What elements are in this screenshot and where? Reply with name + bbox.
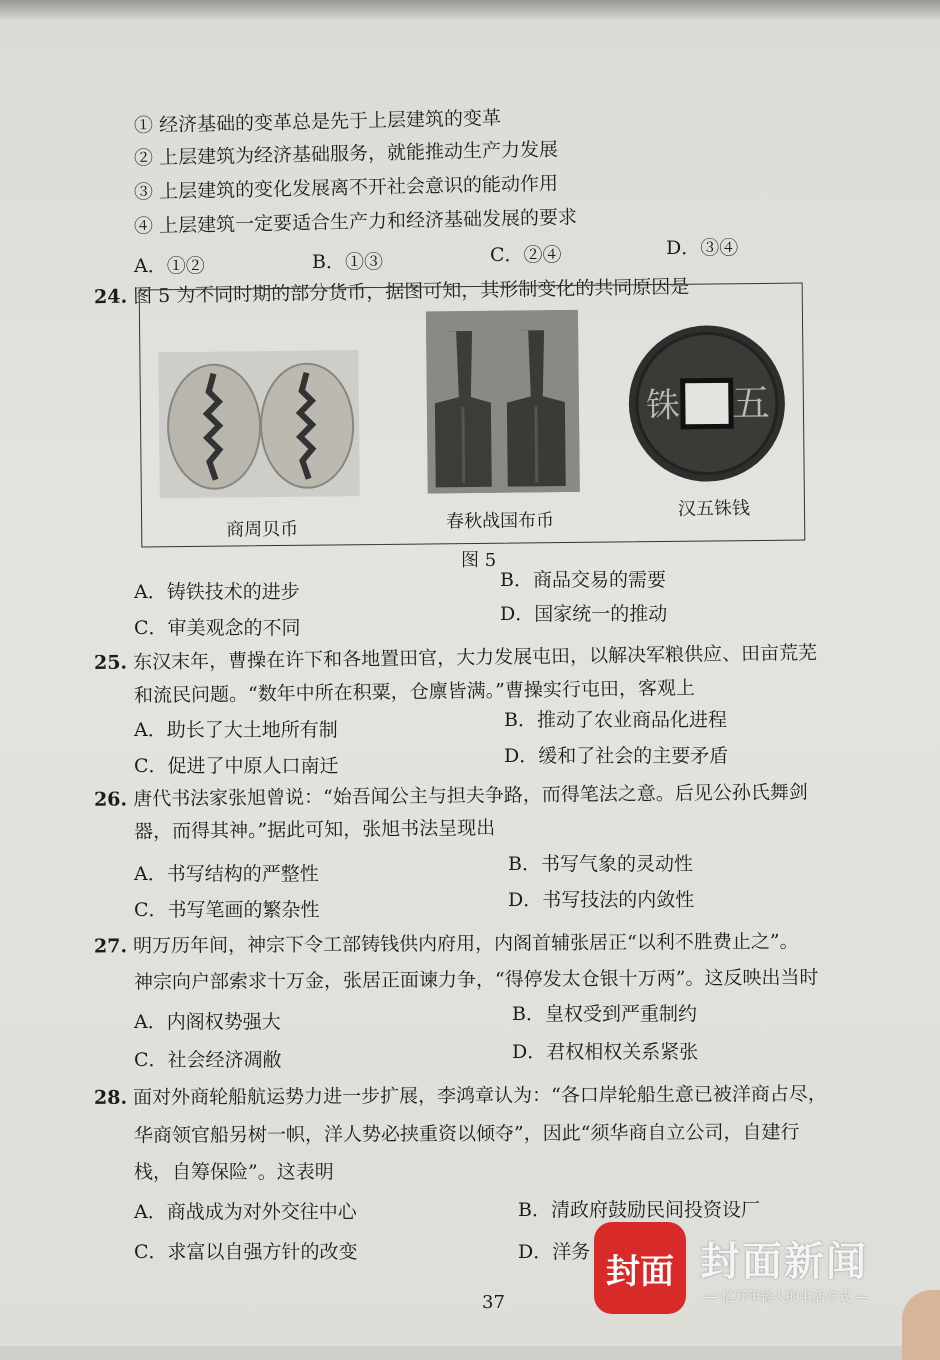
caption-spade-money: 春秋战国布币 xyxy=(446,510,555,533)
q26-option-c: C．书写笔画的繁杂性 xyxy=(134,899,320,921)
page-top-shadow xyxy=(0,0,940,20)
shell-money-photo xyxy=(158,350,360,498)
q27-option-b: B．皇权受到严重制约 xyxy=(512,1003,697,1025)
wuzhu-coin-photo xyxy=(620,320,794,488)
q24-option-b: B．商品交易的需要 xyxy=(500,569,666,591)
q28-option-a: A．商战成为对外交往中心 xyxy=(134,1201,357,1223)
q26-stem-line-2: 器，而得其神。”据此可知，张旭书法呈现出 xyxy=(133,817,496,843)
q27-option-c: C．社会经济凋敝 xyxy=(134,1049,282,1071)
q24-number: 24. xyxy=(93,285,128,309)
q24-stem-text: 图 5 为不同时期的部分货币，据图可知，其形制变化的共同原因是 xyxy=(132,275,690,308)
q25-option-c: C．促进了中原人口南迁 xyxy=(134,755,339,777)
q25-stem-text-1: 东汉末年，曹操在许下和各地置田官，大力发展屯田，以解决军粮供应、田亩荒芜 xyxy=(132,641,818,674)
q25-option-d: D．缓和了社会的主要矛盾 xyxy=(504,745,729,767)
q25-stem-line-2: 和流民问题。“数年中所在积粟，仓廪皆满。”曹操实行屯田，客观上 xyxy=(133,677,696,707)
q28-stem-line-2: 华商领官船另树一帜，洋人势必挟重资以倾夺”，因此“须华商自立公司，自建行 xyxy=(133,1121,800,1147)
q25-option-b: B．推动了农业商品化进程 xyxy=(504,709,727,731)
q28-stem-line-1 xyxy=(94,1082,827,1110)
caption-wuzhu-coin: 汉五铢钱 xyxy=(677,498,751,520)
q24-option-d: D．国家统一的推动 xyxy=(500,603,668,625)
q23-item-2: ② 上层建筑为经济基础服务，就能推动生产力发展 xyxy=(133,138,559,170)
q26-stem-text-1: 唐代书法家张旭曾说：“始吾闻公主与担夫争路，而得笔法之意。后见公孙氏舞剑 xyxy=(133,781,808,811)
coin-char-wu: 五 xyxy=(731,380,771,426)
caption-shell-money: 商周贝币 xyxy=(226,518,299,541)
q27-stem-line-2: 神宗向户部索求十万金，张居正面谏力争，“得停发太仓银十万两”。这反映出当时 xyxy=(133,966,819,994)
q27-stem-text-1: 明万历年间，神宗下令工部铸钱供内府用，内阁首辅张居正“以利不胜费止之”。 xyxy=(133,930,799,958)
watermark-name: 封面新闻 xyxy=(700,1239,868,1285)
q23-item-3: ③ 上层建筑的变化发展离不开社会意识的能动作用 xyxy=(133,172,559,204)
q23-option-b: B．①③ xyxy=(312,251,383,273)
q25-option-a: A．助长了大土地所有制 xyxy=(134,719,338,741)
q24-option-c: C．审美观念的不同 xyxy=(134,617,301,639)
q27-option-d: D．君权相权关系紧张 xyxy=(512,1041,699,1063)
watermark-slogan: — 亿万年轻人的生活方式 — xyxy=(704,1290,869,1305)
q26-option-a: A．书写结构的严整性 xyxy=(134,863,319,885)
q24-option-a: A．铸铁技术的进步 xyxy=(134,581,300,603)
page-number: 37 xyxy=(482,1292,505,1313)
q23-option-d: D．③④ xyxy=(666,237,739,259)
spade-money-photo xyxy=(426,310,580,494)
q23-item-4: ④ 上层建筑一定要适合生产力和经济基础发展的要求 xyxy=(133,206,578,238)
q28-option-b: B．清政府鼓励民间投资设厂 xyxy=(518,1199,760,1221)
q27-option-a: A．内阁权势强大 xyxy=(134,1011,281,1033)
q26-stem-line-1 xyxy=(94,780,808,811)
thumb-edge xyxy=(902,1290,940,1360)
q23-option-c: C．②④ xyxy=(490,244,562,266)
q28-option-c: C．求富以自强方针的改变 xyxy=(134,1241,358,1263)
q27-number: 27. xyxy=(93,935,128,958)
q25-stem-line-1 xyxy=(94,641,817,675)
figure-5-frame xyxy=(139,283,806,548)
q23-option-a: A．①② xyxy=(134,255,205,277)
fengmian-logo-icon: 封面 xyxy=(594,1222,686,1314)
q28-option-d: D．洋务 xyxy=(518,1241,591,1263)
coin-char-zhu: 铢 xyxy=(645,385,681,427)
q28-stem-line-3: 栈，自筹保险”。这表明 xyxy=(134,1161,334,1183)
q26-number: 26. xyxy=(93,788,128,811)
q27-stem-line-1 xyxy=(94,930,799,959)
q26-option-b: B．书写气象的灵动性 xyxy=(508,853,693,875)
q23-item-1: ① 经济基础的变革总是先于上层建筑的变革 xyxy=(133,107,502,137)
q26-option-d: D．书写技法的内敛性 xyxy=(508,889,695,911)
q28-number: 28. xyxy=(93,1086,128,1109)
q28-stem-text-1: 面对外商轮船航运势力进一步扩展，李鸿章认为：“各口岸轮船生意已被洋商占尽， xyxy=(133,1083,827,1109)
figure-label: 图 5 xyxy=(461,550,497,571)
q25-number: 25. xyxy=(93,651,128,675)
